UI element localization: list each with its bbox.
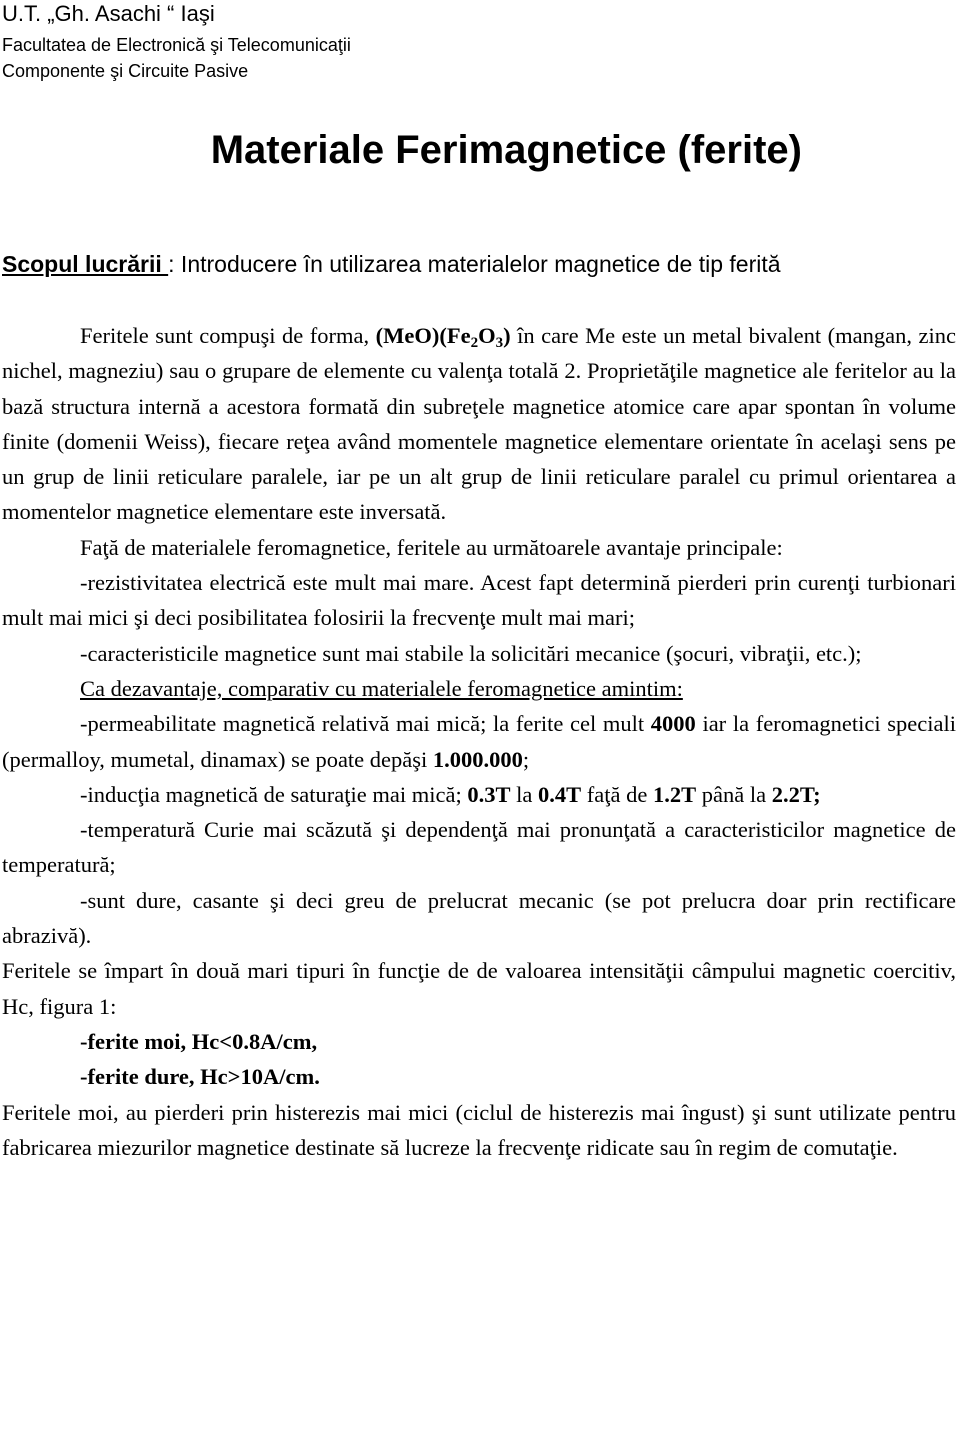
document-body bbox=[2, 318, 956, 1165]
value-highlight: 0.4T bbox=[537, 781, 582, 807]
disadvantage-item: -sunt dure, casante şi deci greu de prelucrat mecanic (se pot prelucra doar prin rectificare abrazivă). bbox=[2, 887, 956, 949]
formula-subscript: 3 bbox=[495, 335, 504, 351]
disadvantage-text: -permeabilitate magnetică relativă mai mică; la ferite cel mult bbox=[80, 711, 651, 737]
page-title: Materiale Ferimagnetice (ferite) bbox=[210, 128, 802, 172]
university-header: U.T. „Gh. Asachi “ Iaşi bbox=[2, 1, 215, 26]
disadvantage-text: până la bbox=[696, 781, 772, 807]
disadvantage-text: ; bbox=[522, 746, 530, 772]
advantage-text: . Acest fapt determină pierderi prin curenţi turbionari mult mai mici şi deci posibilitatea folosirii la frecvenţe mult mai mari; bbox=[2, 570, 956, 631]
disadvantage-item: -temperatură Curie mai scăzută şi dependenţă mai pronunţată a caracteristicilor magnetice de temperatură; bbox=[2, 817, 956, 878]
scope-label: Scopul lucrării bbox=[2, 251, 169, 277]
value-highlight: 1.2T bbox=[652, 781, 697, 807]
advantage-text: -rezistivitatea electrică este mult mai mare bbox=[80, 570, 469, 596]
intro-text-rest: în care Me este un metal bivalent (mangan, zinc nichel, magneziu) sau o grupare de elemente cu valenţa totală 2. Proprietăţile magnetice ale feritelor au la bază structura internă a acestora formată din subreţele magnetice atomice care apar spontan în volume finite (domenii Weiss), fiecare reţea având momentele magnetice elementare orientate în acelaşi sens pe un grup de linii reticulare paralele, iar pe un alt grup de linii reticulare paralel cu primul orientarea a momentelor magnetice elementare este inversată. bbox=[2, 323, 957, 525]
formula-subscript: 2 bbox=[470, 335, 479, 351]
intro-text-start: Feritele sunt compuşi de forma, bbox=[80, 323, 376, 348]
value-highlight: 0.3T bbox=[467, 781, 511, 807]
disadvantage-text: -inducţia magnetică de saturaţie mai mică; bbox=[80, 781, 468, 807]
scope-line bbox=[2, 249, 781, 279]
paragraph-intro bbox=[2, 318, 956, 530]
disadvantages-intro-text: Ca dezavantaje, comparativ cu materialele feromagnetice amintim: bbox=[80, 675, 683, 701]
value-highlight: 2.2T; bbox=[771, 781, 821, 807]
chemical-formula bbox=[375, 323, 511, 351]
disadvantage-text: iar la feromagnetici speciali (permalloy, mumetal, dinamax) se poate depăşi bbox=[2, 711, 957, 772]
formula-part: ) bbox=[503, 323, 511, 348]
advantage-item: -caracteristicile magnetice sunt mai stabile la solicitări mecanice (şocuri, vibraţii, etc.); bbox=[80, 640, 862, 666]
formula-part: (MeO)(Fe bbox=[375, 323, 471, 348]
disadvantage-text: faţă de bbox=[581, 781, 653, 807]
ferrite-type-hard: -ferite dure, Hc>10A/cm. bbox=[80, 1064, 320, 1090]
ferrite-type-soft: -ferite moi, Hc<0.8A/cm, bbox=[80, 1028, 318, 1054]
scope-text: : Introducere în utilizarea materialelor magnetice de tip ferită bbox=[168, 251, 781, 277]
disadvantage-text: la bbox=[510, 781, 538, 807]
paragraph-soft-ferrites: Feritele moi, au pierderi prin histerezis mai mici (ciclul de histerezis mai îngust) şi sunt utilizate pentru fabricarea miezurilor magnetice destinate să lucreze la frecvenţe ridicate sau în regim de comutaţie. bbox=[2, 1099, 956, 1160]
paragraph-types-intro: Feritele se împart în două mari tipuri în funcţie de de valoarea intensităţii câmpului magnetic coercitiv, Hc, figura 1: bbox=[2, 958, 956, 1019]
disadvantages-intro bbox=[2, 671, 956, 706]
paragraph-advantages-intro: Faţă de materialele feromagnetice, feritele au următoarele avantaje principale: bbox=[80, 534, 783, 560]
disadvantage-item bbox=[2, 777, 956, 812]
formula-part: O bbox=[478, 323, 496, 348]
faculty-header: Facultatea de Electronică şi Telecomunicaţii bbox=[2, 35, 351, 55]
value-highlight: 4000 bbox=[650, 711, 696, 737]
value-highlight: 1.000.000 bbox=[432, 746, 523, 772]
course-header: Componente şi Circuite Pasive bbox=[2, 61, 249, 81]
disadvantage-item bbox=[2, 706, 956, 777]
advantage-item bbox=[2, 565, 956, 636]
